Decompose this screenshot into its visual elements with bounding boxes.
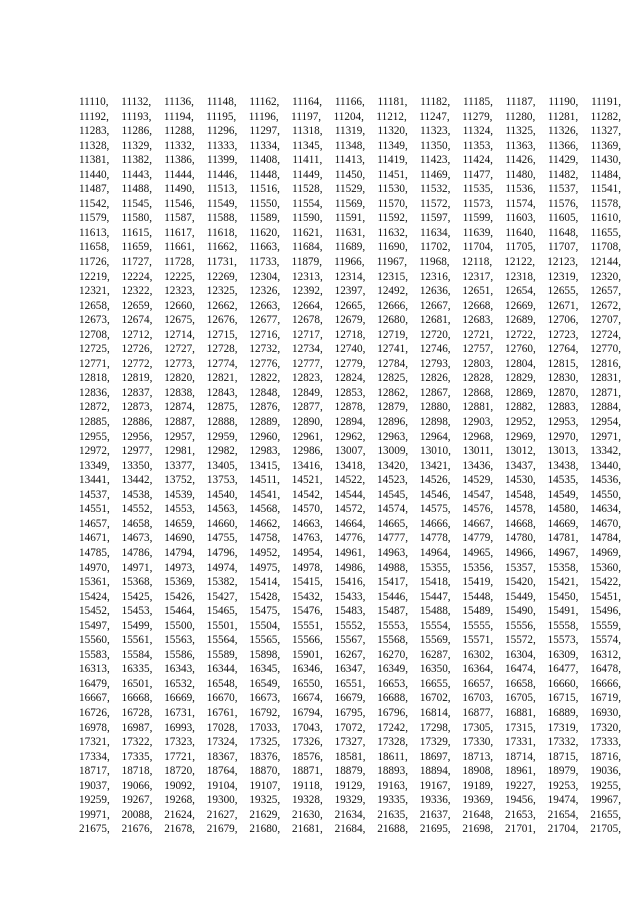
number-line: 16978, 16987, 16993, 17028, 17033, 17043, 17072, 17242, 17298, 17305, 17315, 17319, 17320, [79,721,621,734]
number-line: 11283, 11286, 11288, 11296, 11297, 11318, 11319, 11320, 11323, 11324, 11325, 11326, 11327, [79,125,621,138]
number-line: 15560, 15561, 15563, 15564, 15565, 15566, 15567, 15568, 15569, 15571, 15572, 15573, 15574, [79,634,621,647]
number-line: 18717, 18718, 18720, 18764, 18870, 18871, 18879, 18893, 18894, 18908, 18961, 18979, 19036, [79,765,621,778]
number-line: 14551, 14552, 14553, 14563, 14568, 14570, 14572, 14574, 14575, 14576, 14578, 14580, 14634, [79,503,621,516]
number-line: 11542, 11545, 11546, 11549, 11550, 11554, 11569, 11570, 11572, 11573, 11574, 11576, 11578, [79,197,621,210]
number-line: 12818, 12819, 12820, 12821, 12822, 12823, 12824, 12825, 12826, 12828, 12829, 12830, 12831, [79,372,621,385]
number-line: 12955, 12956, 12957, 12959, 12960, 12961, 12962, 12963, 12964, 12968, 12969, 12970, 12971, [79,430,621,443]
number-line: 19037, 19066, 19092, 19104, 19107, 19118, 19129, 19163, 19167, 19189, 19227, 19253, 19255, [79,779,621,792]
number-line: 12219, 12224, 12225, 12269, 12304, 12313, 12314, 12315, 12316, 12317, 12318, 12319, 12320, [79,270,621,283]
number-line: 16667, 16668, 16669, 16670, 16673, 16674, 16679, 16688, 16702, 16703, 16705, 16715, 16719, [79,692,621,705]
number-line: 12725, 12726, 12727, 12728, 12732, 12734, 12740, 12741, 12746, 12757, 12760, 12764, 12770, [79,343,621,356]
number-line: 19971, 20088, 21624, 21627, 21629, 21630, 21634, 21635, 21637, 21648, 21653, 21654, 21655, [79,808,621,821]
number-line: 15424, 15425, 15426, 15427, 15428, 15432, 15433, 15446, 15447, 15448, 15449, 15450, 15451, [79,590,621,603]
number-line: 12321, 12322, 12323, 12325, 12326, 12392, 12397, 12492, 12636, 12651, 12654, 12655, 12657, [79,285,621,298]
number-line: 11579, 11580, 11587, 11588, 11589, 11590, 11591, 11592, 11597, 11599, 11603, 11605, 11610, [79,212,621,225]
number-line: 12972, 12977, 12981, 12982, 12983, 12986, 13007, 13009, 13010, 13011, 13012, 13013, 13342, [79,445,621,458]
number-line: 12771, 12772, 12773, 12774, 12776, 12777, 12779, 12784, 12793, 12803, 12804, 12815, 12816, [79,357,621,370]
number-line: 13441, 13442, 13752, 13753, 14511, 14521, 14522, 14523, 14526, 14529, 14530, 14535, 14536, [79,474,621,487]
number-list [79,95,621,837]
number-line: 13349, 13350, 13377, 13405, 13415, 13416, 13418, 13420, 13421, 13436, 13437, 13438, 13440, [79,459,621,472]
number-line: 17321, 17322, 17323, 17324, 17325, 17326, 17327, 17328, 17329, 17330, 17331, 17332, 17333, [79,736,621,749]
number-line: 11613, 11615, 11617, 11618, 11620, 11621, 11631, 11632, 11634, 11639, 11640, 11648, 11655, [79,226,621,239]
number-line: 15361, 15368, 15369, 15382, 15414, 15415, 15416, 15417, 15418, 15419, 15420, 15421, 15422, [79,576,621,589]
number-line: 11381, 11382, 11386, 11399, 11408, 11411, 11413, 11419, 11423, 11424, 11426, 11429, 11430, [79,154,621,167]
number-line: 14970, 14971, 14973, 14974, 14975, 14978, 14986, 14988, 15355, 15356, 15357, 15358, 15360, [79,561,621,574]
number-line: 16479, 16501, 16532, 16548, 16549, 16550, 16551, 16653, 16655, 16657, 16658, 16660, 16666, [79,677,621,690]
number-line: 11440, 11443, 11444, 11446, 11448, 11449, 11450, 11451, 11469, 11477, 11480, 11482, 11484, [79,168,621,181]
number-line: 11328, 11329, 11332, 11333, 11334, 11345, 11348, 11349, 11350, 11353, 11363, 11366, 11369, [79,139,621,152]
number-line: 19259, 19267, 19268, 19300, 19325, 19328, 19329, 19335, 19336, 19369, 19456, 19474, 19967, [79,794,621,807]
number-line: 14537, 14538, 14539, 14540, 14541, 14542, 14544, 14545, 14546, 14547, 14548, 14549, 14550, [79,488,621,501]
number-line: 14671, 14673, 14690, 14755, 14758, 14763, 14776, 14777, 14778, 14779, 14780, 14781, 14784, [79,532,621,545]
number-line: 11192, 11193, 11194, 11195, 11196, 11197, 11204, 11212, 11247, 11279, 11280, 11281, 11282, [79,110,621,123]
number-line: 16726, 16728, 16731, 16761, 16792, 16794, 16795, 16796, 16814, 16877, 16881, 16889, 16930, [79,706,621,719]
number-line: 14657, 14658, 14659, 14660, 14662, 14663, 14664, 14665, 14666, 14667, 14668, 14669, 14670, [79,517,621,530]
number-line: 12836, 12837, 12838, 12843, 12848, 12849, 12853, 12862, 12867, 12868, 12869, 12870, 12871, [79,386,621,399]
number-line: 16313, 16335, 16343, 16344, 16345, 16346, 16347, 16349, 16350, 16364, 16474, 16477, 16478, [79,663,621,676]
number-line: 12872, 12873, 12874, 12875, 12876, 12877, 12878, 12879, 12880, 12881, 12882, 12883, 12884, [79,401,621,414]
number-line: 12708, 12712, 12714, 12715, 12716, 12717, 12718, 12719, 12720, 12721, 12722, 12723, 12724, [79,328,621,341]
number-line: 15497, 15499, 15500, 15501, 15504, 15551, 15552, 15553, 15554, 15555, 15556, 15558, 15559, [79,619,621,632]
number-line: 12658, 12659, 12660, 12662, 12663, 12664, 12665, 12666, 12667, 12668, 12669, 12671, 12672, [79,299,621,312]
number-line: 15452, 15453, 15464, 15465, 15475, 15476, 15483, 15487, 15488, 15489, 15490, 15491, 15496, [79,605,621,618]
number-line: 11658, 11659, 11661, 11662, 11663, 11684, 11689, 11690, 11702, 11704, 11705, 11707, 11708, [79,241,621,254]
number-line: 15583, 15584, 15586, 15589, 15898, 15901, 16267, 16270, 16287, 16302, 16304, 16309, 16312, [79,648,621,661]
number-line: 11110, 11132, 11136, 11148, 11162, 11164, 11166, 11181, 11182, 11185, 11187, 11190, 11191, [79,96,621,108]
number-line: 14785, 14786, 14794, 14796, 14952, 14954, 14961, 14963, 14964, 14965, 14966, 14967, 14969, [79,546,621,559]
number-line: 11487, 11488, 11490, 11513, 11516, 11528, 11529, 11530, 11532, 11535, 11536, 11537, 11541, [79,183,621,196]
number-line: 17334, 17335, 17721, 18367, 18376, 18576, 18581, 18611, 18697, 18713, 18714, 18715, 18716, [79,750,621,763]
number-line: 12673, 12674, 12675, 12676, 12677, 12678, 12679, 12680, 12681, 12683, 12689, 12706, 12707, [79,314,621,327]
number-line: 12885, 12886, 12887, 12888, 12889, 12890, 12894, 12896, 12898, 12903, 12952, 12953, 12954, [79,416,621,429]
number-line: 11726, 11727, 11728, 11731, 11733, 11879, 11966, 11967, 11968, 12118, 12122, 12123, 12144, [79,256,621,269]
number-line: 21675, 21676, 21678, 21679, 21680, 21681, 21684, 21688, 21695, 21698, 21701, 21704, 21705, [79,823,621,836]
